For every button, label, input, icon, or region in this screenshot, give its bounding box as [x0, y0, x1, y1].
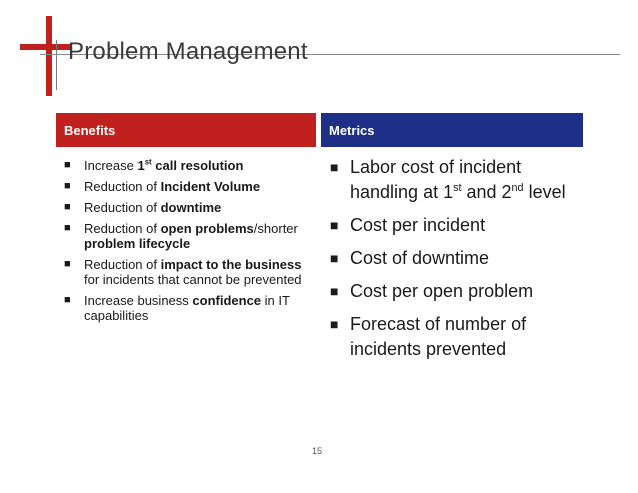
square-bullet-icon: ■: [64, 294, 71, 306]
benefit-emphasis: confidence: [192, 293, 262, 308]
metric-text: Labor cost of incident handling at 1st and 2nd level: [350, 157, 566, 202]
page-number: 15: [312, 446, 323, 456]
square-bullet-icon: ■: [330, 316, 339, 332]
benefit-item: [62, 158, 314, 173]
benefit-text: Reduction of: [84, 257, 161, 272]
metric-text: Cost per open problem: [350, 281, 534, 301]
benefit-text: Reduction of: [84, 200, 161, 215]
benefit-text: Increase: [84, 158, 138, 173]
metric-item: [330, 246, 580, 271]
metric-text: Cost of downtime: [350, 248, 490, 268]
benefit-text: for incidents that cannot be prevented: [84, 272, 302, 287]
square-bullet-icon: ■: [330, 250, 339, 266]
benefit-text: in IT capabilities: [84, 293, 290, 323]
benefit-item: [62, 293, 314, 323]
metric-item: [330, 279, 580, 304]
benefits-header-label: Benefits: [64, 122, 116, 138]
metric-item: [330, 155, 580, 205]
decorative-gray-vertical-line: [56, 40, 57, 90]
metric-text: Forecast of number of incidents prevented: [350, 314, 527, 359]
square-bullet-icon: ■: [64, 201, 71, 213]
metric-item: [330, 312, 580, 362]
benefit-item: [62, 179, 314, 194]
metric-item: [330, 213, 580, 238]
benefit-emphasis: downtime: [160, 200, 222, 215]
benefit-text: Reduction of: [84, 179, 161, 194]
benefit-text: /shorter: [253, 221, 298, 236]
square-bullet-icon: ■: [64, 258, 71, 270]
metrics-list: [330, 155, 580, 370]
benefit-item: [62, 221, 314, 251]
benefits-list: [62, 158, 314, 329]
benefit-emphasis: open problems: [160, 221, 254, 236]
square-bullet-icon: ■: [64, 159, 71, 171]
metrics-header: [321, 113, 583, 147]
metric-text: Cost per incident: [350, 215, 486, 235]
benefits-header: [56, 113, 316, 147]
square-bullet-icon: ■: [64, 180, 71, 192]
benefit-emphasis: 1st call resolution: [137, 157, 244, 173]
benefit-item: [62, 200, 314, 215]
benefit-emphasis: impact to the business: [160, 257, 302, 272]
metrics-header-label: Metrics: [329, 122, 375, 138]
slide-title: Problem Management: [68, 38, 308, 65]
benefit-text: Reduction of: [84, 221, 161, 236]
square-bullet-icon: ■: [330, 217, 339, 233]
benefit-emphasis: Incident Volume: [160, 179, 261, 194]
decorative-red-vertical-bar: [46, 16, 52, 96]
benefit-item: [62, 257, 314, 287]
square-bullet-icon: ■: [330, 283, 339, 299]
benefit-text: Increase business: [84, 293, 193, 308]
benefit-emphasis: problem lifecycle: [84, 236, 191, 251]
square-bullet-icon: ■: [330, 159, 339, 175]
decorative-red-horizontal-bar: [20, 44, 72, 50]
square-bullet-icon: ■: [64, 222, 71, 234]
